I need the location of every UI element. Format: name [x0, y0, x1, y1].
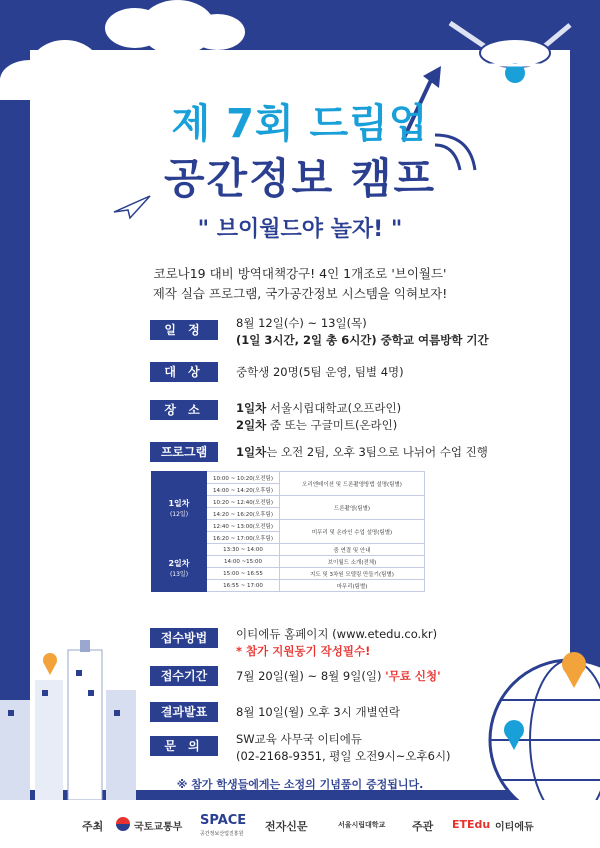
value-period: 7월 20일(월) ~ 8월 9일(일) '무료 신청' — [236, 669, 441, 683]
value-place: 1일차 서울시립대학교(오프라인) 2일차 줌 또는 구글미트(온라인) — [236, 401, 402, 432]
notice: ※ 참가 학생들에게는 소정의 기념품이 증정됩니다. — [176, 778, 424, 791]
host3: 전자신문 — [265, 820, 308, 833]
time-cell: 14:20 ~ 16:20(오후팀) — [207, 508, 280, 520]
time-cell: 16:55 ~ 17:00 — [207, 580, 280, 592]
time-cell: 10:00 ~ 10:20(오전팀) — [207, 472, 280, 484]
korea-emblem-icon — [116, 817, 130, 831]
content-cell: 지도 및 3차원 모델링 만들기(팀별) — [280, 568, 425, 580]
table-row — [152, 544, 425, 556]
value-result: 8월 10일(월) 오후 3시 개별연락 — [236, 705, 400, 719]
content-cell: 미무리 및 온라인 수업 설명(팀별) — [280, 520, 425, 544]
label-result: 결과발표 — [150, 702, 218, 722]
label-apply: 접수방법 — [150, 628, 218, 648]
value-program: 1일차는 오전 2팀, 오후 3팀으로 나뉘어 수업 진행 — [236, 445, 488, 459]
intro-line1: 코로나19 대비 방역대책강구! 4인 1개조로 '브이월드' — [153, 266, 447, 281]
organizer-logo: ETEdu — [452, 818, 491, 831]
content-cell: 줌 연결 및 안내 — [280, 544, 425, 556]
label-date: 일 정 — [150, 320, 218, 340]
day1-cell: 1일차 (12일) — [152, 472, 207, 544]
label-period: 접수기간 — [150, 666, 218, 686]
buildings-illustration — [0, 630, 150, 800]
host2: SPACE — [200, 813, 247, 828]
time-cell: 14:00 ~ 14:20(오후팀) — [207, 484, 280, 496]
title-line1: 제 7회 드림업 — [171, 101, 429, 147]
value-date: 8월 12일(수) ~ 13일(목) (1일 3시간, 2일 총 6시간) 중학교 여름방학 기간 — [236, 316, 489, 347]
table-row — [152, 472, 425, 484]
schedule-table — [151, 471, 425, 592]
time-cell: 13:30 ~ 14:00 — [207, 544, 280, 556]
time-cell: 16:20 ~ 17:00(오후팀) — [207, 532, 280, 544]
time-cell: 14:00 ~15:00 — [207, 556, 280, 568]
host1: 국토교통부 — [134, 822, 183, 833]
host-label: 주최 — [82, 820, 104, 833]
title-line2: 공간정보 캠프 — [163, 154, 437, 203]
content-cell: 오리엔테이션 및 드론촬영방법 설명(팀별) — [280, 472, 425, 496]
host2-sub: 공간정보산업진흥원 — [200, 831, 244, 837]
time-cell: 15:00 ~ 16:55 — [207, 568, 280, 580]
content-cell: 드론촬영(팀별) — [280, 496, 425, 520]
time-cell: 10:20 ~ 12:40(오전팀) — [207, 496, 280, 508]
content-cell: 브이월드 소개(전체) — [280, 556, 425, 568]
value-target: 중학생 20명(5팀 운영, 팀별 4명) — [236, 365, 404, 379]
label-contact: 문 의 — [150, 736, 218, 756]
organizer: 이티에듀 — [495, 822, 534, 833]
intro-line2: 제작 실습 프로그램, 국가공간정보 시스템을 익혀보자! — [152, 286, 448, 301]
label-program: 프로그램 — [150, 442, 218, 462]
slogan: " 브이월드야 놀자! " — [197, 217, 403, 242]
label-place: 장 소 — [150, 400, 218, 420]
organizer-label: 주관 — [412, 820, 434, 833]
host4: 서울시립대학교 — [338, 821, 386, 829]
content-cell: 마무리(팀별) — [280, 580, 425, 592]
value-apply: 이티에듀 홈페이지 (www.etedu.co.kr) * 참가 지원동기 작성필수! — [236, 627, 438, 658]
value-contact: SW교육 사무국 이티에듀 (02-2168-9351, 평일 오전9시~오후6시) — [236, 732, 451, 763]
day2-cell: 2일차 (13일) — [152, 544, 207, 592]
label-target: 대 상 — [150, 362, 218, 382]
time-cell: 12:40 ~ 13:00(오전팀) — [207, 520, 280, 532]
